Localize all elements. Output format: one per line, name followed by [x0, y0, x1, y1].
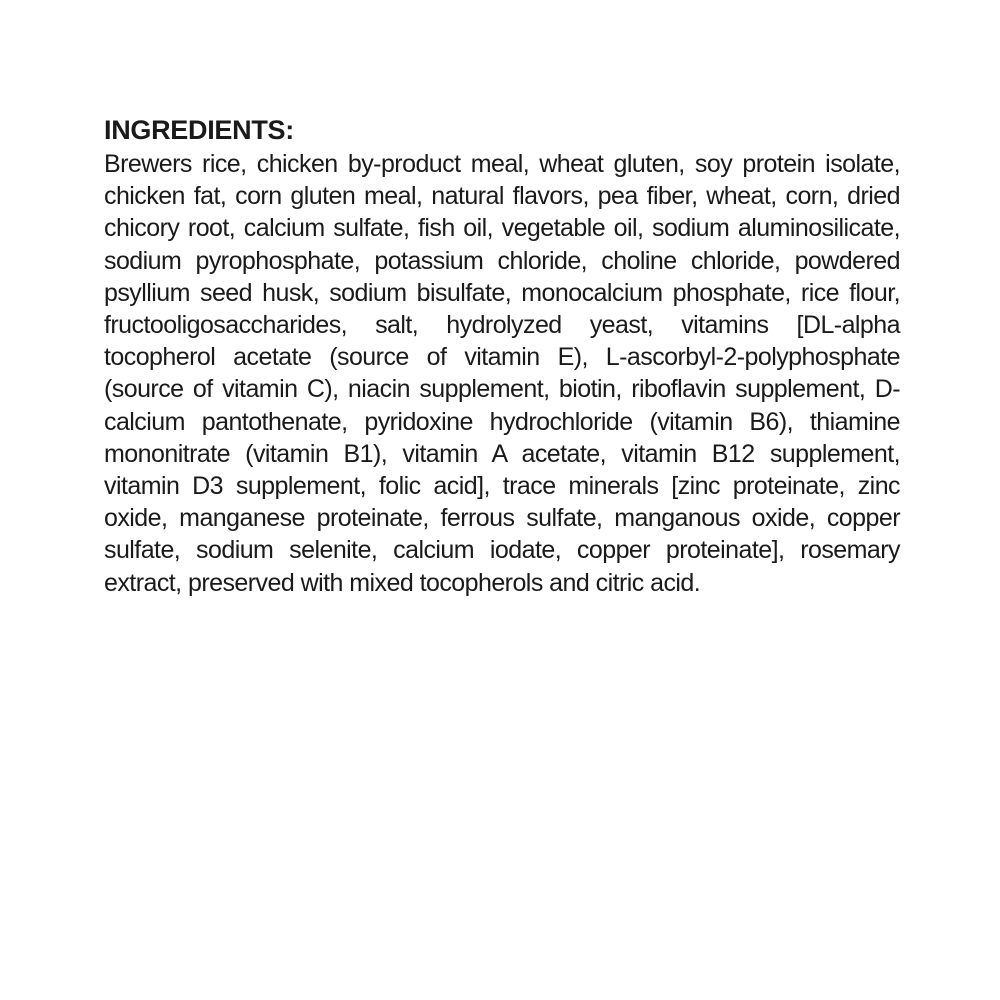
ingredients-list: Brewers rice, chicken by-product meal, wheat gluten, soy protein isolate, chicken fat, corn gluten meal, natural flavors, pea fiber, wheat, corn, dried chicory root, calcium sulfate, fish oil, vegetable oil, sodium aluminosilicate, sodium pyrophosphate, potassium chloride, choline chloride, powdered psyllium seed husk, sodium bisulfate, monocalcium phosphate, rice flour, fructooligosaccharides, salt, hydrolyzed yeast, vitamins [DL-alpha tocopherol acetate (source of vitamin E), L-ascorbyl-2-polyphosphate (source of vitamin C), niacin supplement, biotin, riboflavin supplement, D-calcium pantothenate, pyridoxine hydrochloride (vitamin B6), thiamine mononitrate (vitamin B1), vitamin A acetate, vitamin B12 supplement, vitamin D3 supplement, folic acid], trace minerals [zinc proteinate, zinc oxide, manganese proteinate, ferrous sulfate, manganous oxide, copper sulfate, sodium selenite, calcium iodate, copper proteinate], rosemary extract, preserved with mixed tocopherols and citric acid. [104, 150, 900, 597]
ingredients-heading: INGREDIENTS: [104, 115, 294, 145]
ingredients-panel [104, 114, 900, 599]
